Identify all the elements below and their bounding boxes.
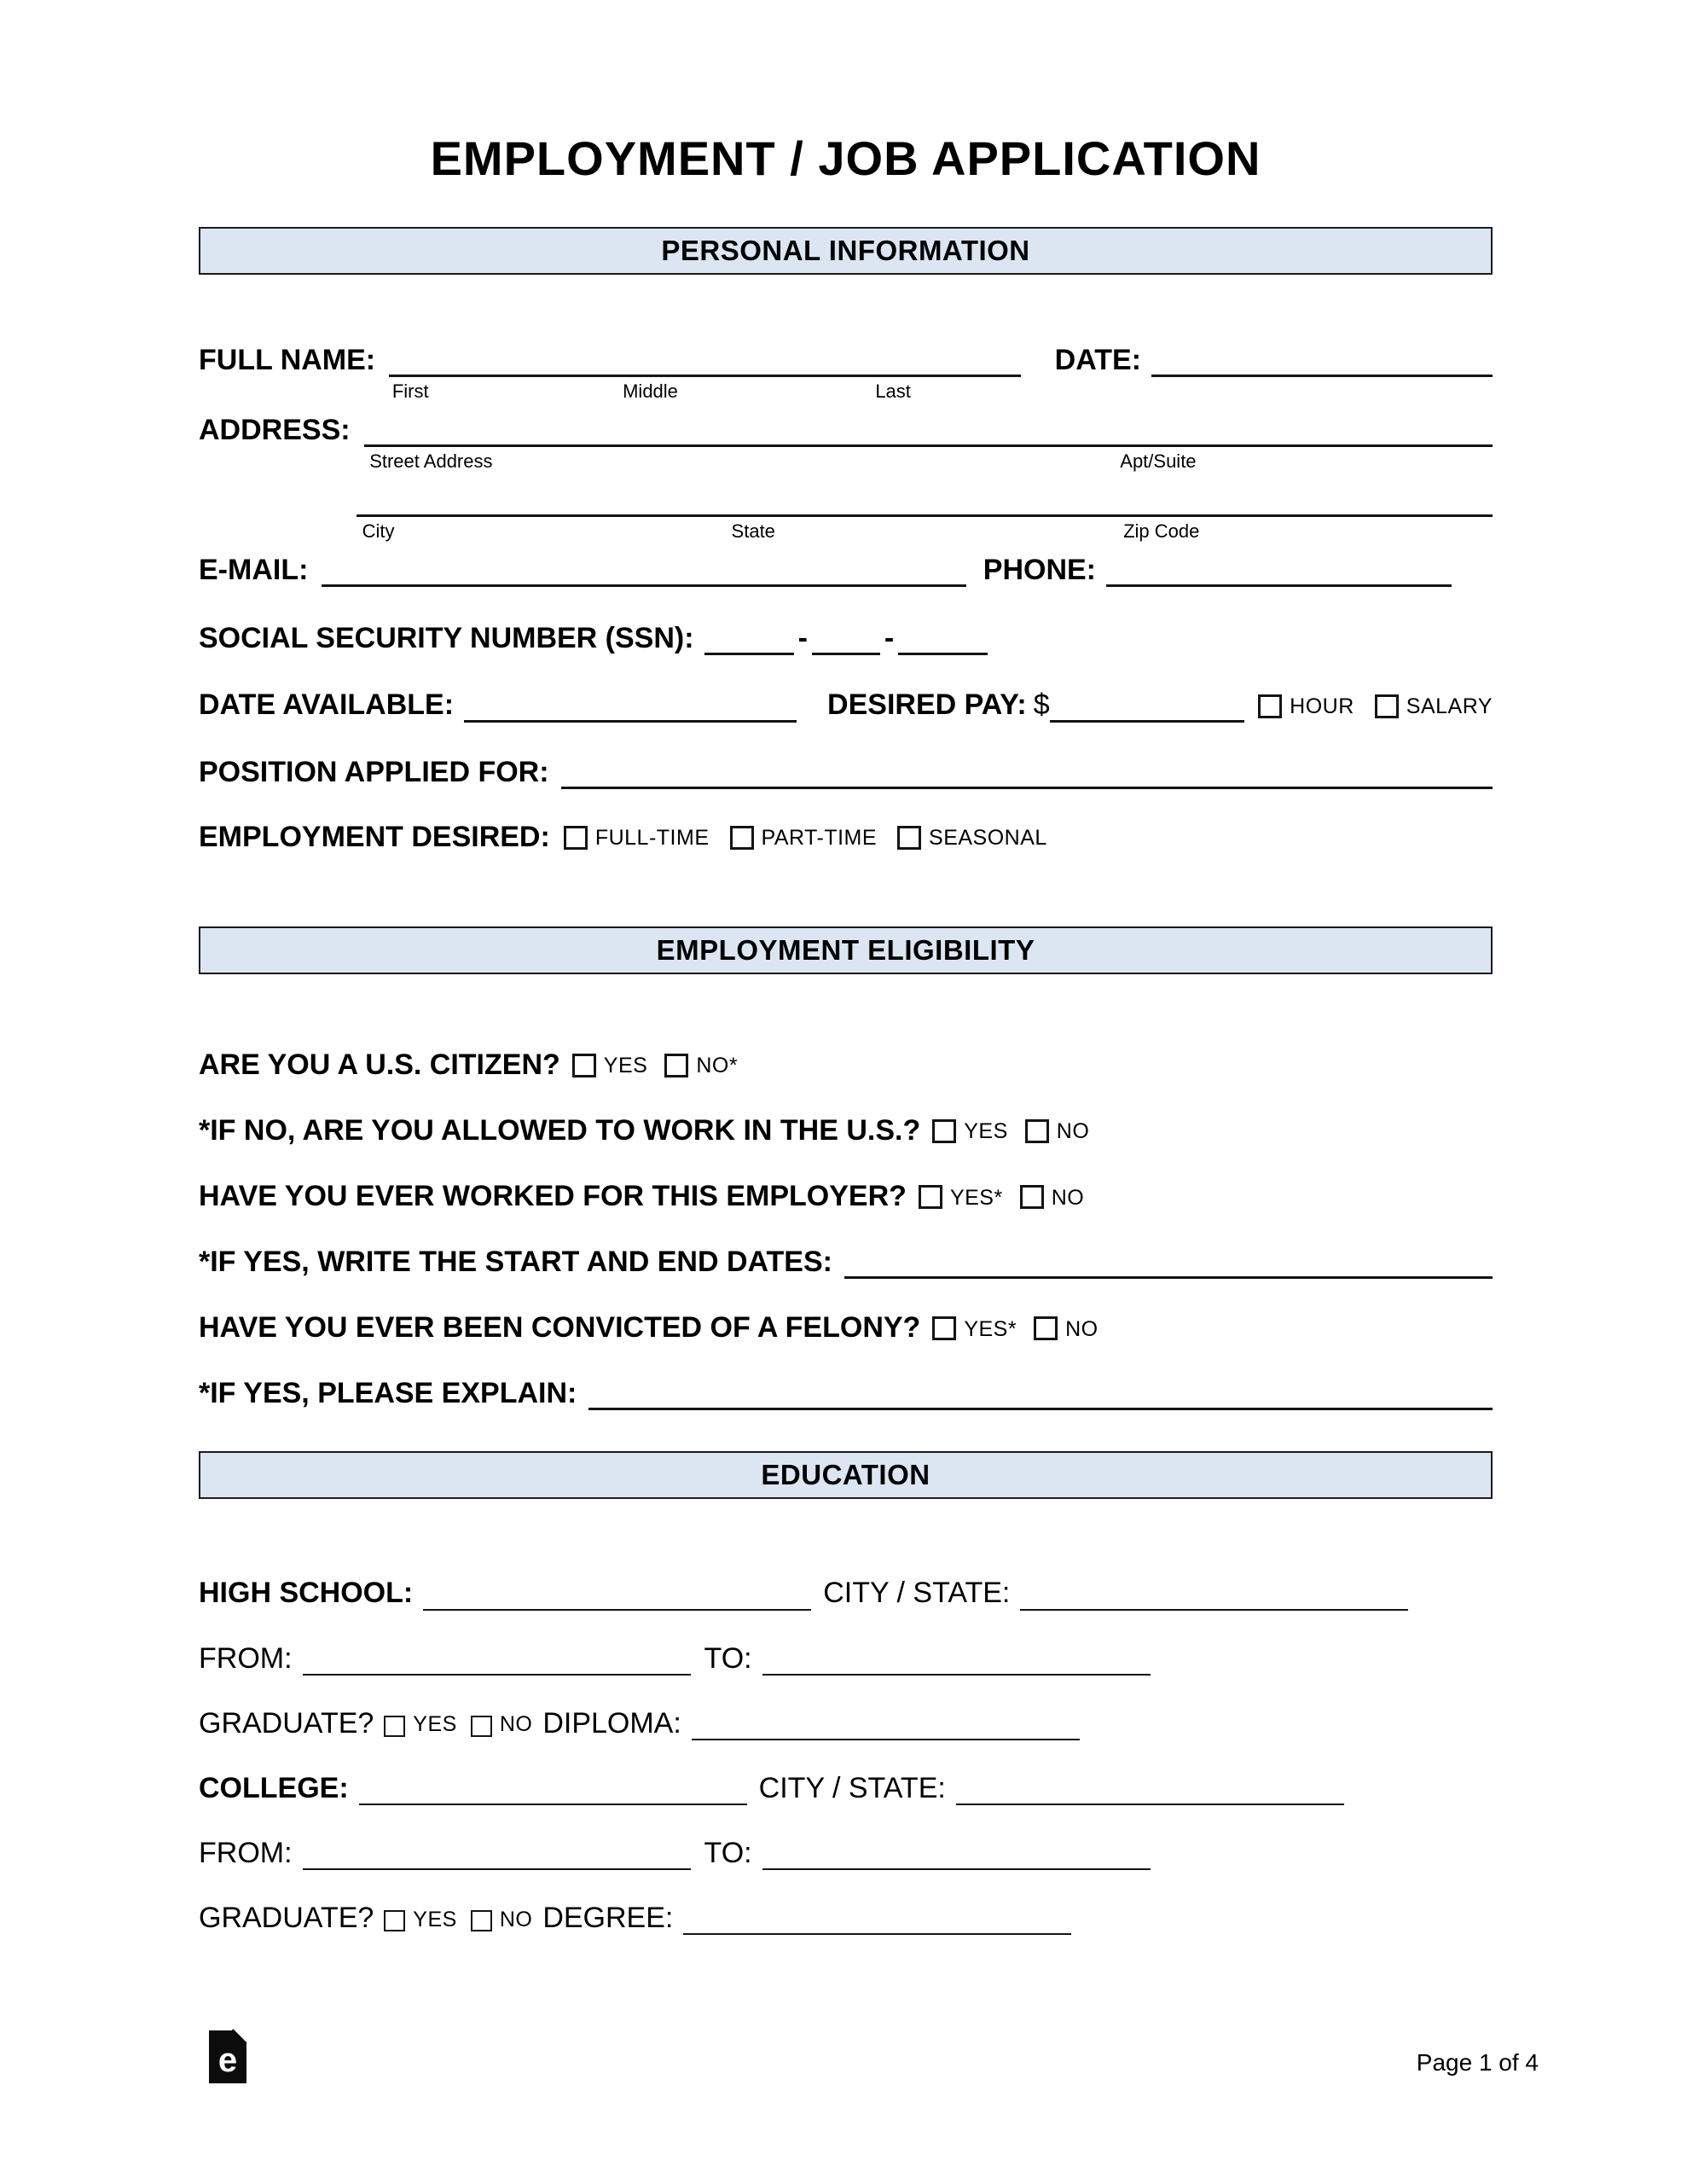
high-school-label: HIGH SCHOOL:: [199, 1577, 414, 1610]
allowed-no-checkbox[interactable]: [1025, 1119, 1049, 1143]
part-time-option: [730, 826, 878, 854]
seasonal-checkbox[interactable]: [897, 826, 921, 850]
position-applied-label: POSITION APPLIED FOR:: [199, 755, 549, 788]
hs-graduate-no-option: [471, 1712, 533, 1740]
citizen-no-checkbox[interactable]: [664, 1054, 688, 1077]
college-row: [199, 1771, 1493, 1805]
college-graduate-yes-label: YES: [413, 1907, 457, 1931]
felony-yes-label: YES*: [964, 1316, 1017, 1341]
felony-no-option: [1034, 1316, 1099, 1345]
college-graduate-no-label: NO: [499, 1907, 533, 1931]
citizen-question-row: [199, 1048, 1493, 1082]
felony-yes-checkbox[interactable]: [932, 1316, 956, 1340]
apt-suite-sublabel: Apt/Suite: [1120, 450, 1197, 473]
hs-graduate-yes-option: [384, 1712, 457, 1740]
position-applied-row: [199, 755, 1493, 789]
worked-no-checkbox[interactable]: [1020, 1185, 1044, 1209]
start-end-dates-input-line[interactable]: [844, 1266, 1493, 1279]
high-school-graduate-row: [199, 1706, 1493, 1740]
city-state-zip-input-line[interactable]: [357, 504, 1493, 543]
hs-graduate-no-label: NO: [499, 1712, 533, 1737]
phone-label: PHONE:: [983, 554, 1096, 587]
eforms-logo-letter: e: [217, 2041, 238, 2079]
college-graduate-label: GRADUATE?: [199, 1901, 374, 1934]
allowed-no-option: [1025, 1119, 1090, 1147]
email-input-line[interactable]: [322, 574, 965, 587]
ssn-label: SOCIAL SECURITY NUMBER (SSN):: [199, 622, 694, 655]
full-time-checkbox[interactable]: [564, 826, 588, 850]
felony-explain-row: [199, 1376, 1493, 1410]
seasonal-checkbox-label: SEASONAL: [929, 826, 1047, 851]
felony-question-row: [199, 1310, 1493, 1345]
college-input-line[interactable]: [359, 1793, 747, 1805]
hs-graduate-yes-checkbox[interactable]: [384, 1716, 405, 1737]
start-end-dates-label: *IF YES, WRITE THE START AND END DATES:: [199, 1246, 832, 1279]
citizen-yes-checkbox[interactable]: [572, 1054, 596, 1077]
personal-information-header: PERSONAL INFORMATION: [199, 227, 1493, 275]
form-title: EMPLOYMENT / JOB APPLICATION: [430, 131, 1261, 185]
hs-from-input-line[interactable]: [303, 1664, 691, 1676]
full-time-option: [564, 826, 710, 854]
hour-checkbox[interactable]: [1258, 694, 1282, 718]
date-input-line[interactable]: [1151, 364, 1493, 377]
zip-code-sublabel: Zip Code: [1123, 520, 1200, 543]
ssn-input-segment-2[interactable]: [812, 642, 880, 655]
full-time-checkbox-label: FULL-TIME: [594, 826, 710, 851]
education-header: EDUCATION: [199, 1451, 1493, 1499]
hs-diploma-input-line[interactable]: [692, 1728, 1080, 1740]
ssn-input-segment-1[interactable]: [704, 642, 794, 655]
college-to-input-line[interactable]: [762, 1858, 1151, 1870]
hs-graduate-label: GRADUATE?: [199, 1706, 374, 1740]
hs-from-label: FROM:: [199, 1641, 293, 1675]
city-sublabel: City: [362, 520, 395, 543]
ssn-separator: -: [884, 622, 895, 655]
email-label: E-MAIL:: [199, 554, 309, 587]
address-row: [199, 413, 1493, 473]
phone-input-line[interactable]: [1106, 574, 1452, 587]
worked-yes-option: [919, 1185, 1003, 1213]
date-available-pay-row: [199, 688, 1493, 722]
allowed-no-label: NO: [1056, 1119, 1090, 1144]
worked-yes-checkbox[interactable]: [919, 1185, 942, 1209]
full-name-label: FULL NAME:: [199, 344, 376, 376]
hs-city-state-label: CITY / STATE:: [823, 1577, 1011, 1610]
college-degree-label: DEGREE:: [542, 1901, 674, 1934]
allowed-to-work-question-label: *IF NO, ARE YOU ALLOWED TO WORK IN THE U.S.?: [199, 1113, 921, 1147]
college-graduate-yes-option: [384, 1908, 457, 1936]
pay-salary-option: [1375, 694, 1493, 723]
college-to-label: TO:: [704, 1836, 752, 1869]
felony-no-label: NO: [1065, 1316, 1099, 1341]
address-label: ADDRESS:: [199, 414, 351, 447]
email-phone-row: [199, 553, 1493, 587]
date-available-label: DATE AVAILABLE:: [199, 688, 455, 722]
worked-no-label: NO: [1051, 1185, 1085, 1210]
allowed-yes-checkbox[interactable]: [932, 1119, 956, 1143]
last-name-sublabel: Last: [875, 380, 911, 403]
street-address-input-line[interactable]: [364, 434, 1493, 473]
college-dates-row: [199, 1836, 1493, 1870]
felony-explain-input-line[interactable]: [588, 1397, 1493, 1410]
ssn-row: [199, 621, 1493, 655]
hour-checkbox-label: HOUR: [1290, 694, 1354, 719]
ssn-separator: -: [797, 622, 808, 655]
college-graduate-no-checkbox[interactable]: [471, 1910, 492, 1931]
dollar-sign: $: [1033, 688, 1050, 722]
pay-hour-option: [1258, 694, 1354, 723]
allowed-yes-option: [932, 1119, 1008, 1147]
hs-to-input-line[interactable]: [762, 1664, 1151, 1676]
citizen-question-label: ARE YOU A U.S. CITIZEN?: [199, 1048, 560, 1081]
seasonal-option: [897, 826, 1047, 854]
high-school-row: [199, 1576, 1493, 1610]
college-city-state-input-line[interactable]: [956, 1793, 1344, 1805]
employment-desired-row: [199, 820, 1493, 854]
worked-yes-label: YES*: [949, 1185, 1003, 1210]
salary-checkbox[interactable]: [1375, 694, 1399, 718]
date-label: DATE:: [1054, 344, 1141, 376]
date-available-input-line[interactable]: [464, 710, 797, 723]
full-name-row: [199, 343, 1493, 403]
start-end-dates-row: [199, 1245, 1493, 1279]
college-graduate-yes-checkbox[interactable]: [384, 1910, 405, 1931]
state-sublabel: State: [731, 520, 775, 543]
salary-checkbox-label: SALARY: [1406, 694, 1493, 719]
college-label: COLLEGE:: [199, 1771, 349, 1804]
citizen-no-option: [664, 1054, 738, 1082]
high-school-dates-row: [199, 1641, 1493, 1676]
felony-yes-option: [932, 1316, 1017, 1345]
college-degree-input-line[interactable]: [683, 1923, 1071, 1935]
middle-name-sublabel: Middle: [623, 380, 678, 403]
citizen-no-label: NO*: [696, 1054, 739, 1078]
college-from-input-line[interactable]: [303, 1858, 691, 1870]
college-graduate-row: [199, 1901, 1493, 1935]
full-name-input-line[interactable]: [389, 364, 1021, 403]
street-address-sublabel: Street Address: [369, 450, 493, 473]
part-time-checkbox-label: PART-TIME: [761, 826, 878, 851]
college-graduate-no-option: [471, 1908, 533, 1936]
citizen-yes-label: YES: [603, 1054, 648, 1078]
ssn-input-segment-3[interactable]: [898, 642, 988, 655]
desired-pay-label: DESIRED PAY:: [827, 688, 1027, 722]
eforms-logo-icon: [209, 2030, 246, 2083]
college-from-label: FROM:: [199, 1836, 293, 1869]
college-city-state-label: CITY / STATE:: [758, 1771, 946, 1804]
high-school-input-line[interactable]: [423, 1599, 811, 1611]
address-row-2: [199, 483, 1493, 543]
hs-to-label: TO:: [704, 1641, 752, 1675]
position-applied-input-line[interactable]: [561, 776, 1493, 789]
felony-question-label: HAVE YOU EVER BEEN CONVICTED OF A FELONY?: [199, 1311, 921, 1345]
hs-city-state-input-line[interactable]: [1020, 1599, 1408, 1611]
hs-graduate-yes-label: YES: [413, 1712, 457, 1737]
worked-no-option: [1020, 1185, 1085, 1213]
felony-explain-label: *IF YES, PLEASE EXPLAIN:: [199, 1377, 577, 1410]
worked-for-employer-question-label: HAVE YOU EVER WORKED FOR THIS EMPLOYER?: [199, 1179, 907, 1212]
allowed-to-work-question-row: [199, 1113, 1493, 1147]
citizen-yes-option: [572, 1054, 648, 1082]
employment-desired-label: EMPLOYMENT DESIRED:: [199, 820, 550, 853]
worked-for-employer-question-row: [199, 1179, 1493, 1213]
felony-no-checkbox[interactable]: [1034, 1316, 1058, 1340]
page-indicator: Page 1 of 4: [1416, 2049, 1539, 2076]
hs-graduate-no-checkbox[interactable]: [471, 1716, 492, 1737]
hs-diploma-label: DIPLOMA:: [542, 1706, 681, 1740]
part-time-checkbox[interactable]: [730, 826, 754, 850]
allowed-yes-label: YES: [964, 1119, 1008, 1144]
employment-eligibility-header: EMPLOYMENT ELIGIBILITY: [199, 926, 1493, 974]
desired-pay-input-line[interactable]: [1050, 710, 1245, 723]
first-name-sublabel: First: [391, 380, 429, 403]
